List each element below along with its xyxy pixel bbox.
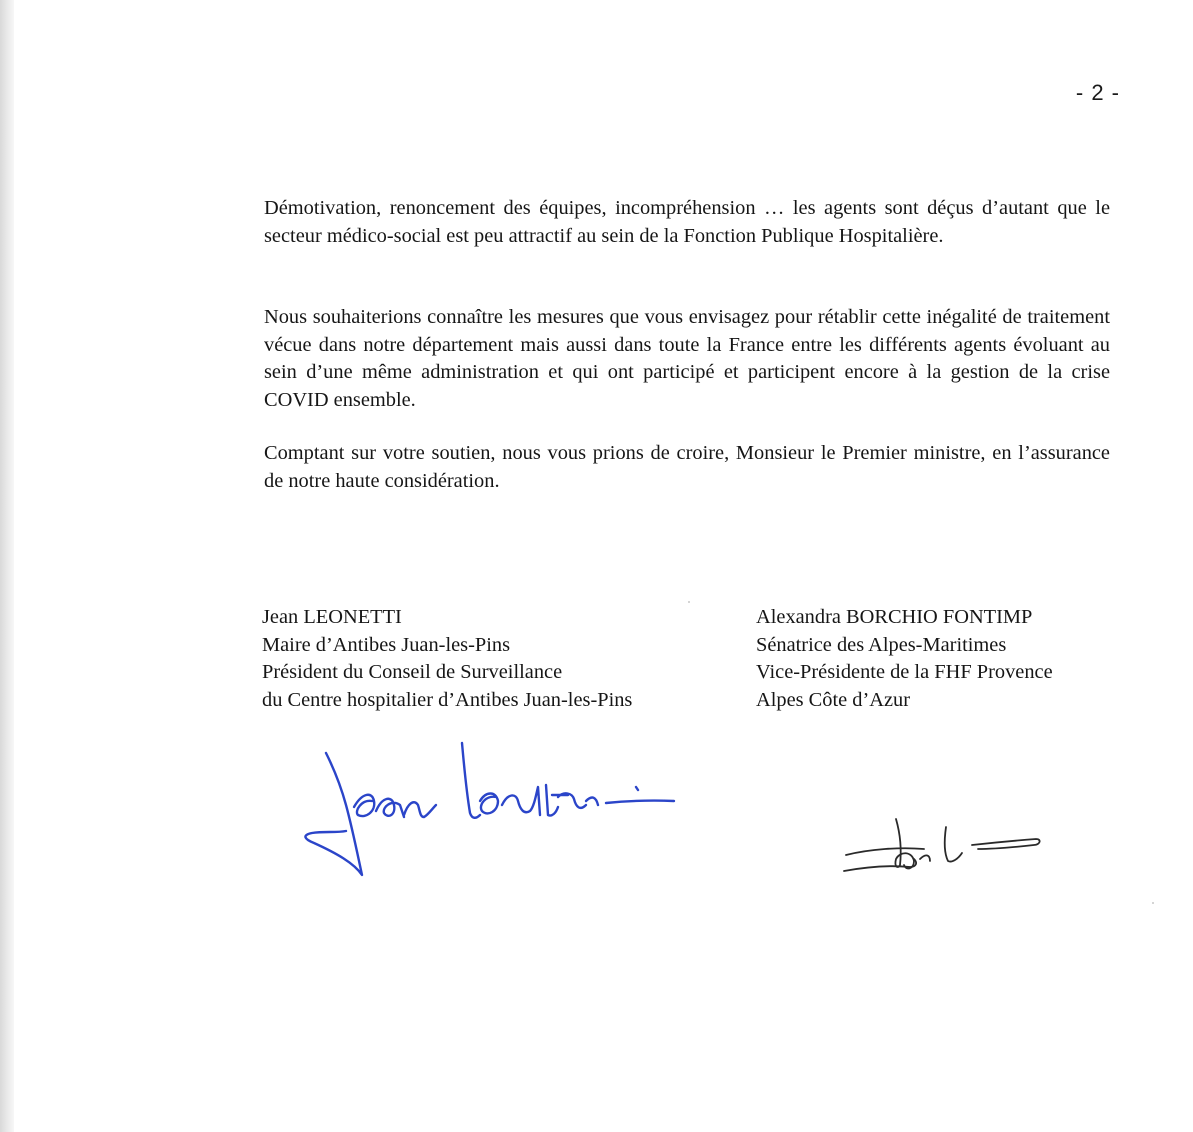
signatory-right-block (756, 604, 1053, 714)
signatory-right-title-2: Vice-Présidente de la FHF Provence (756, 661, 1053, 683)
page-number: - 2 - (1075, 80, 1120, 105)
paragraph-demotivation: Démotivation, renoncement des équipes, incompréhension … les agents sont déçus d’autant que le secteur médico-social est peu attractif au sein de la Fonction Publique Hospitalière. (264, 197, 1110, 247)
handwritten-signature-left (296, 735, 676, 880)
signatory-left-name: Jean LEONETTI (262, 606, 402, 628)
signatory-left-title-3: du Centre hospitalier d’Antibes Juan-les-Pins (262, 688, 633, 711)
scan-speck (1152, 902, 1154, 904)
signatory-left-title-2: Président du Conseil de Surveillance (262, 661, 563, 683)
scan-speck (688, 601, 690, 603)
paragraph-request-measures: Nous souhaiterions connaître les mesures que vous envisagez pour rétablir cette inégalité de traitement vécue dans notre département mais aussi dans toute la France entre les différents agents évoluant au sein d’une même administration et qui ont participé et participent encore à la gestion de la crise COVID ensemble. (264, 306, 1110, 411)
signatory-right-title-1: Sénatrice des Alpes-Maritimes (756, 633, 1007, 656)
handwritten-signature-right (840, 805, 1060, 885)
signatory-left-title-1: Maire d’Antibes Juan-les-Pins (262, 633, 511, 656)
signatory-right-name: Alexandra BORCHIO FONTIMP (756, 606, 1033, 628)
paragraph-closing-formula: Comptant sur votre soutien, nous vous prions de croire, Monsieur le Premier ministre, en l’assurance de notre haute considération. (264, 442, 1110, 492)
signatory-right-title-3: Alpes Côte d’Azur (756, 688, 911, 711)
signatory-left-block (262, 604, 632, 714)
page-edge-shadow (0, 0, 14, 1132)
